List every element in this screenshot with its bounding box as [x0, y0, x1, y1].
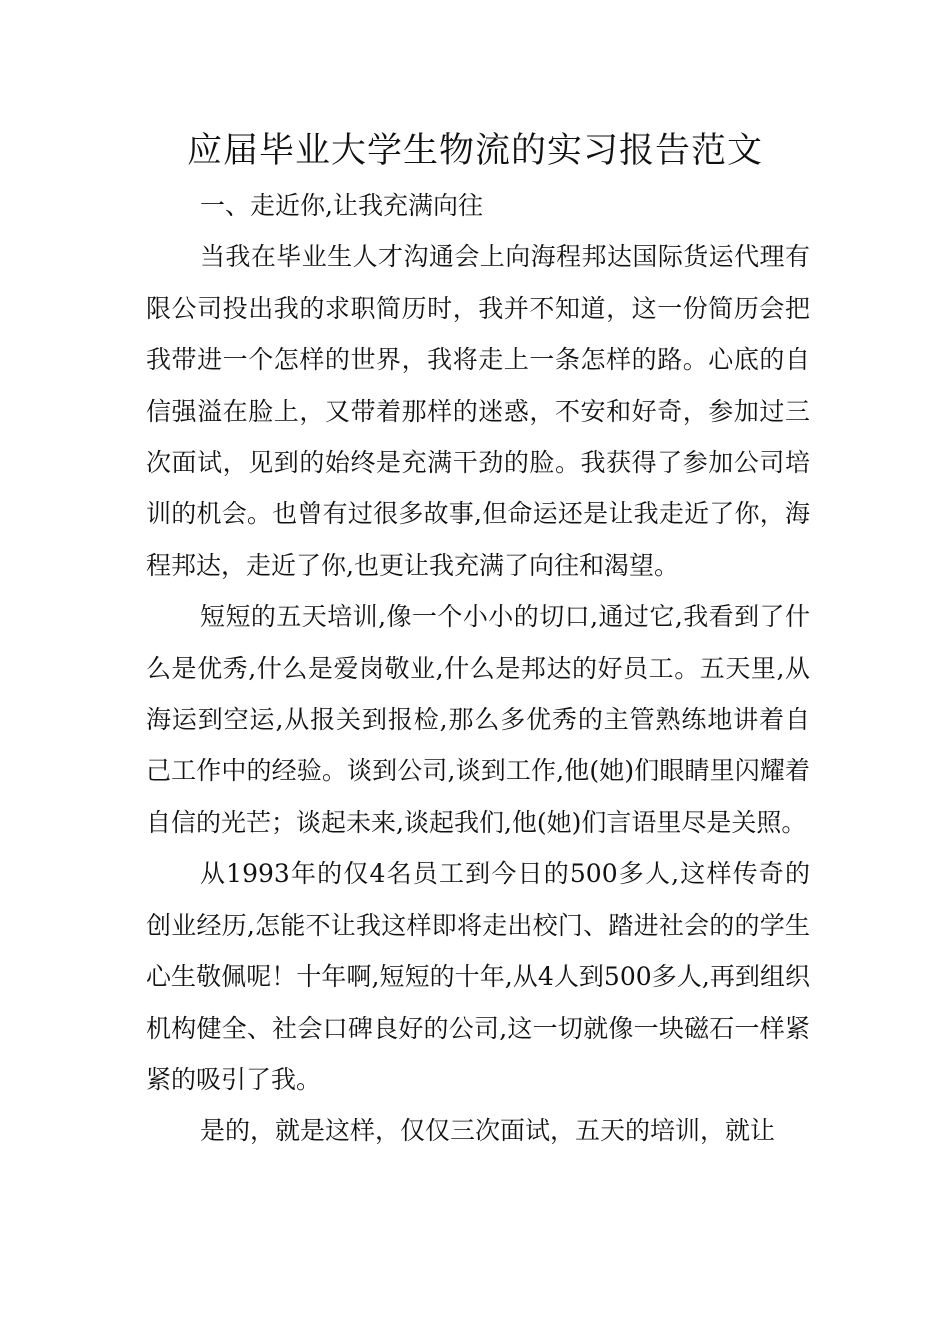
- section-heading: 一、走近你,让我充满向往: [200, 191, 483, 220]
- paragraph-2: 短短的五天培训,像一个小小的切口,通过它,我看到了什么是优秀,什么是爱岗敬业,什么是邦达的好员工。五天里,从海运到空运,从报关到报检,那么多优秀的主管熟练地讲着自己工作中的经验。谈到公司,谈到工作,他(她)们眼睛里闪耀着自信的光芒；谈起未来,谈起我们,他(她)们言语里尽是关照。: [146, 602, 810, 837]
- paragraph-4: 是的，就是这样，仅仅三次面试，五天的培训，就让: [200, 1116, 776, 1146]
- paragraph-3: 从1993年的仅4名员工到今日的500多人,这样传奇的创业经历,怎能不让我这样即将走出校门、踏进社会的的学生心生敬佩呢！十年啊,短短的十年,从4人到500多人,再到组织机构健全、社会口碑良好的公司,这一切就像一块磁石一样紧紧的吸引了我。: [146, 859, 810, 1094]
- paragraph-1: 当我在毕业生人才沟通会上向海程邦达国际货运代理有限公司投出我的求职简历时，我并不知道，这一份简历会把我带进一个怎样的世界，我将走上一条怎样的路。心底的自信强溢在脸上，又带着那样的迷惑，不安和好奇，参加过三次面试，见到的始终是充满干劲的脸。我获得了参加公司培训的机会。也曾有过很多故事,但命运还是让我走近了你，海程邦达，走近了你,也更让我充满了向往和渴望。: [146, 242, 810, 580]
- document-title: 应届毕业大学生物流的实习报告范文: [186, 131, 763, 171]
- document-body: [146, 180, 810, 1157]
